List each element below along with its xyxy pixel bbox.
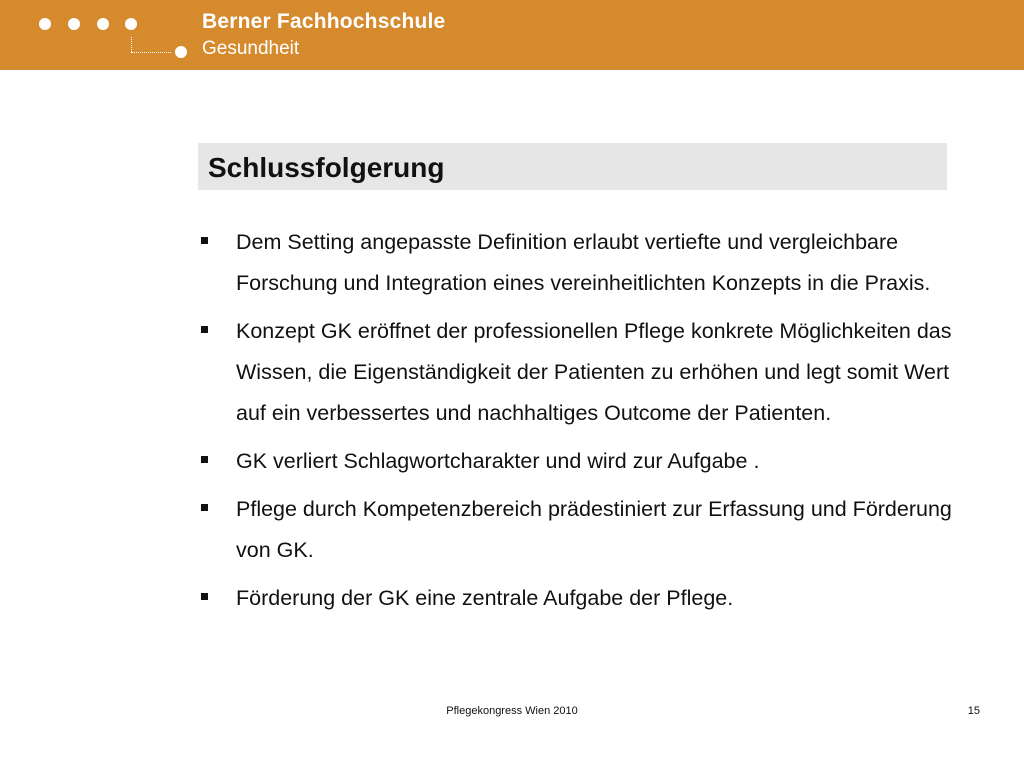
square-bullet-icon	[201, 326, 208, 333]
title-box	[198, 143, 947, 190]
bullet-list	[198, 222, 958, 626]
bullet-text: GK verliert Schlagwortcharakter und wird zur Aufgabe .	[236, 449, 760, 473]
header-bar	[0, 0, 1024, 70]
square-bullet-icon	[201, 593, 208, 600]
bullet-text: Förderung der GK eine zentrale Aufgabe der Pflege.	[236, 586, 734, 610]
bullet-item	[198, 441, 958, 482]
logo-connector-horizontal	[131, 52, 171, 53]
bullet-item	[198, 489, 958, 571]
bullet-text: Konzept GK eröffnet der professionellen Pflege konkrete Möglichkeiten das Wissen, die Eigenständigkeit der Patienten zu erhöhen und legt somit Wert auf ein verbessertes und nachhaltiges Outcome der Patienten.	[236, 319, 952, 425]
bullet-item	[198, 311, 958, 434]
logo-dot-5	[175, 46, 187, 58]
logo-connector-vertical	[131, 37, 132, 52]
bullet-text: Pflege durch Kompetenzbereich prädestiniert zur Erfassung und Förderung von GK.	[236, 497, 952, 562]
bullet-item	[198, 578, 958, 619]
brand-name: Berner Fachhochschule	[202, 10, 446, 33]
footer-text: Pflegekongress Wien 2010	[446, 705, 578, 717]
bullet-text: Dem Setting angepasste Definition erlaubt vertiefte und vergleichbare Forschung und Integration eines vereinheitlichten Konzepts in die Praxis.	[236, 230, 931, 295]
logo-dot-2	[68, 18, 80, 30]
brand-department: Gesundheit	[202, 38, 300, 59]
logo-dot-1	[39, 18, 51, 30]
bullet-item	[198, 222, 958, 304]
page-number: 15	[967, 705, 980, 717]
square-bullet-icon	[201, 237, 208, 244]
logo-dot-4	[125, 18, 137, 30]
logo-dot-3	[97, 18, 109, 30]
slide-title: Schlussfolgerung	[208, 152, 445, 183]
square-bullet-icon	[201, 504, 208, 511]
square-bullet-icon	[201, 456, 208, 463]
